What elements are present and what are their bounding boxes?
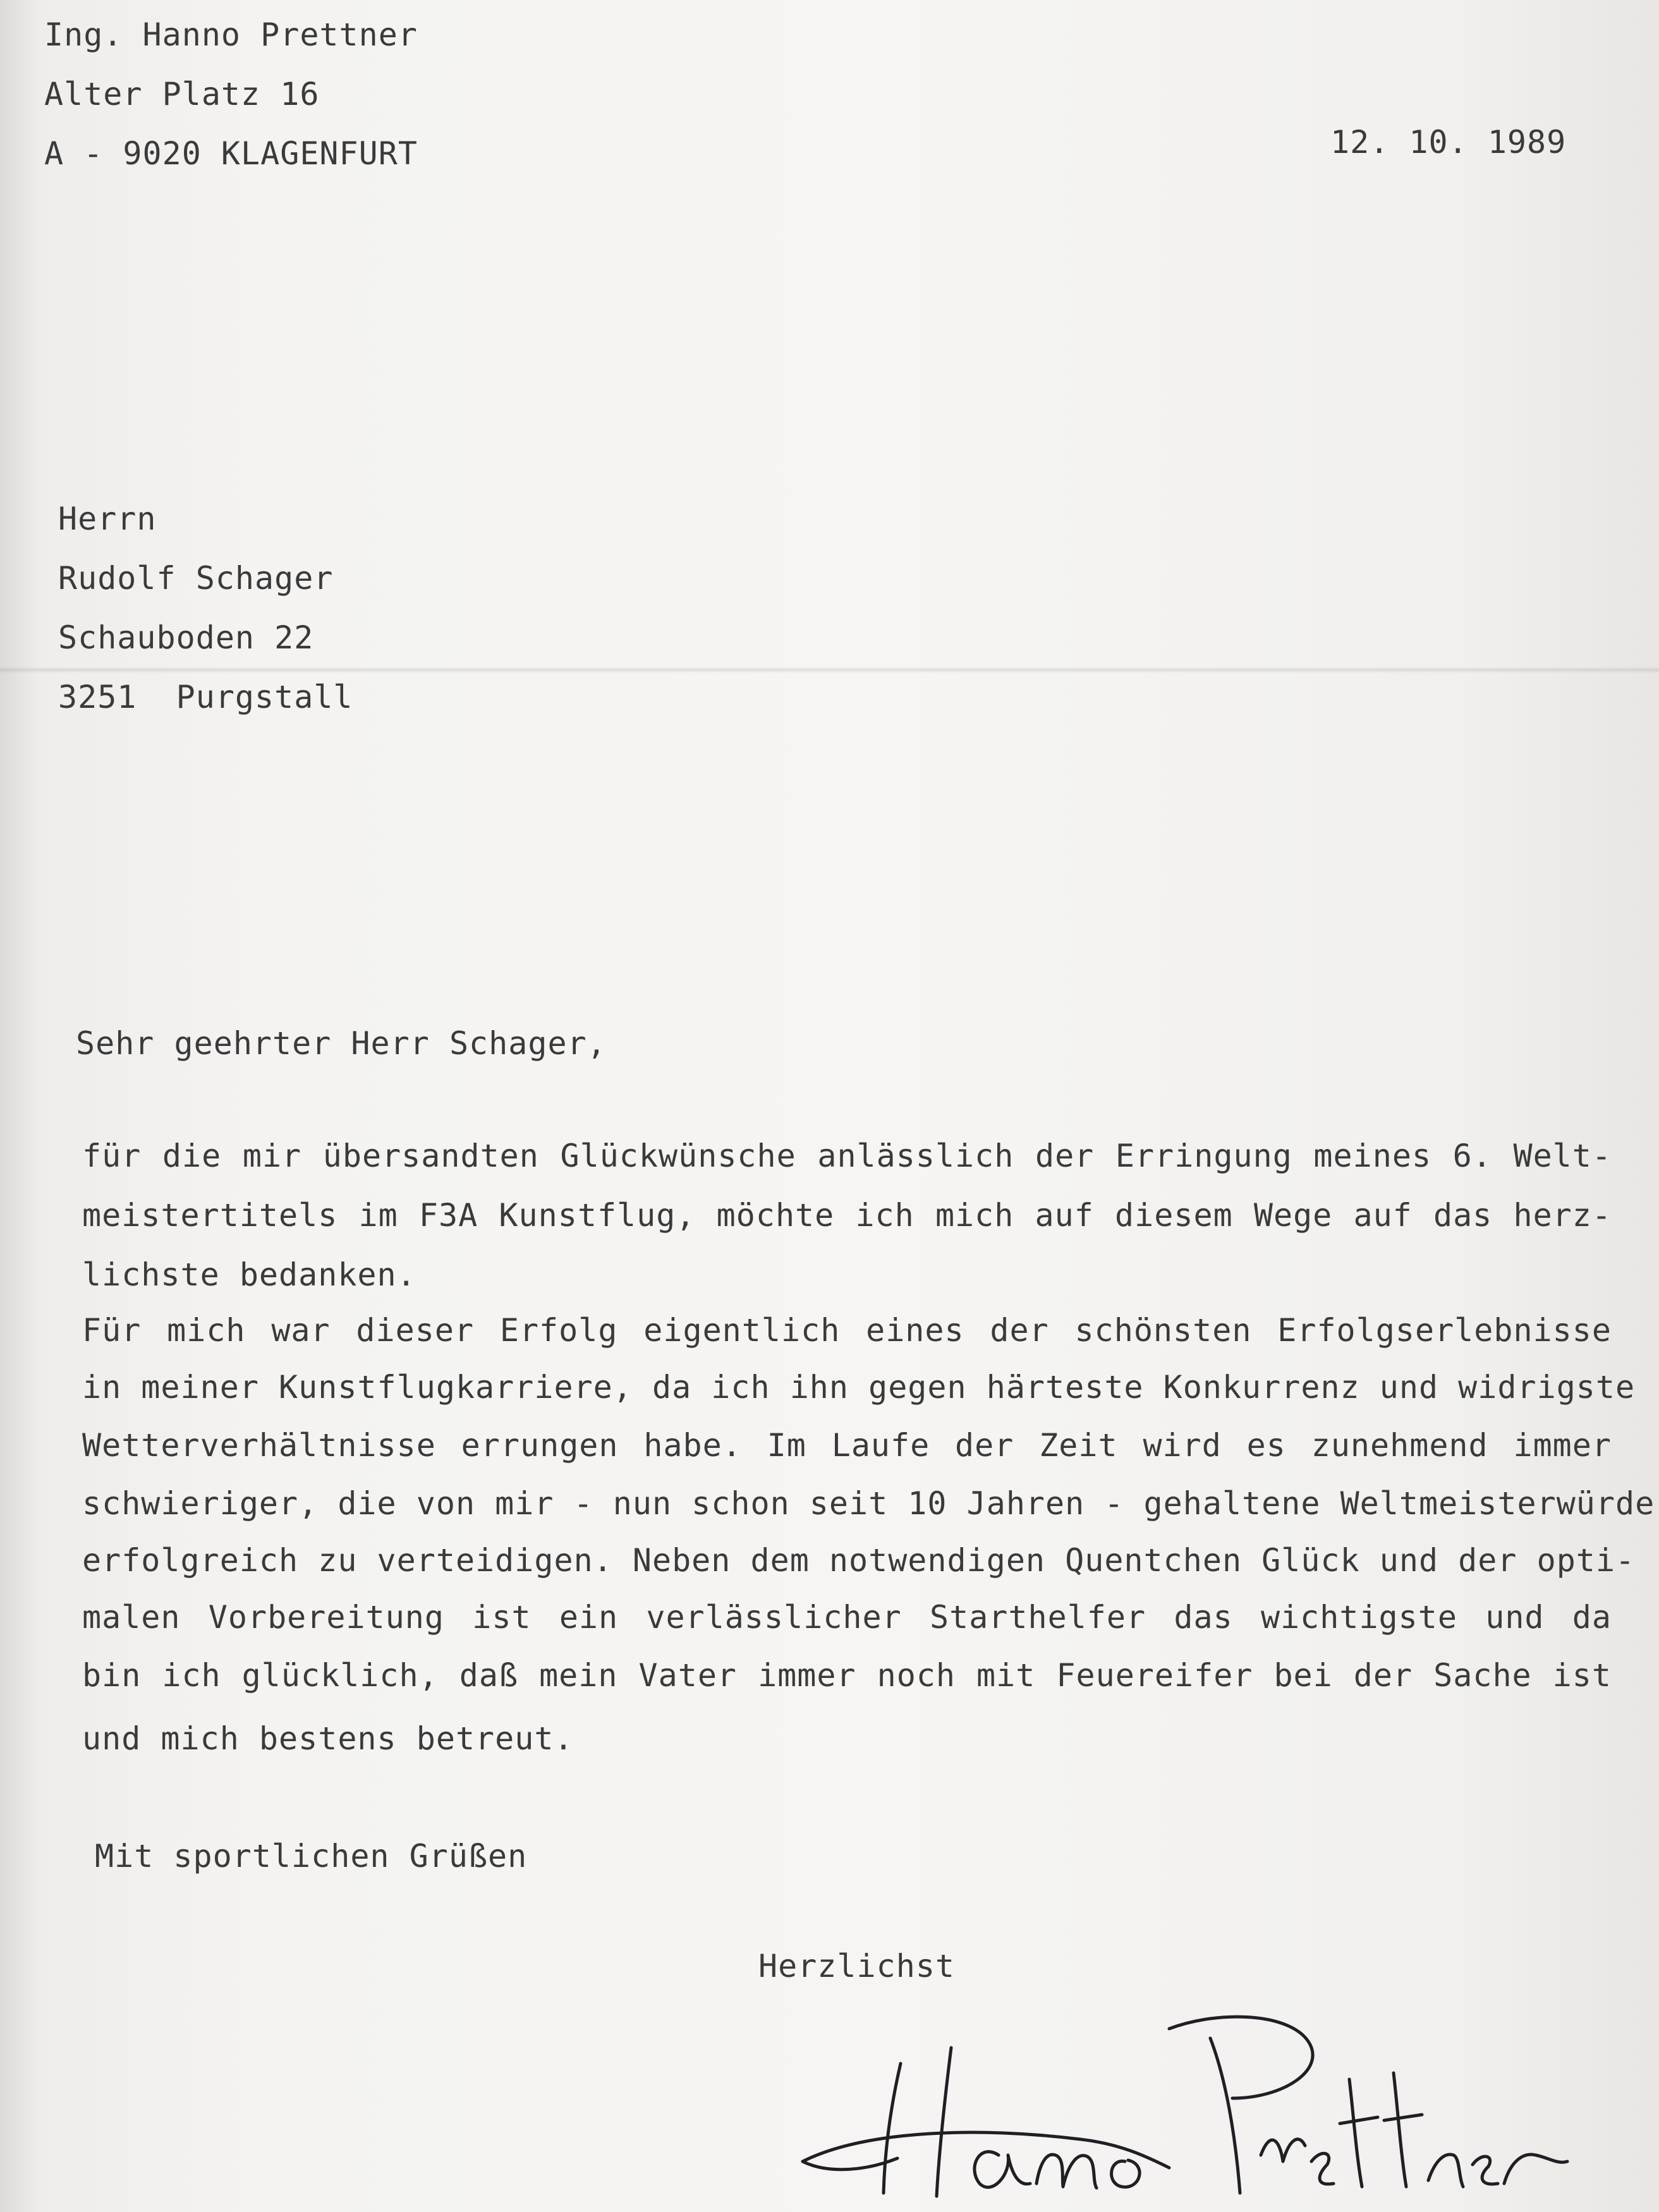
handwritten-signature (790, 2003, 1586, 2206)
recipient-salutation-line: Herrn (58, 501, 157, 537)
recipient-city: 3251 Purgstall (58, 679, 353, 715)
body-line: lichste bedanken. (82, 1256, 416, 1293)
body-line: Wetterverhältnisse errungen habe. Im Laufe der Zeit wird es zunehmend immer (82, 1427, 1612, 1464)
closing: Mit sportlichen Grüßen (95, 1838, 528, 1875)
sender-city: A - 9020 KLAGENFURT (44, 135, 418, 172)
paper-fold-crease (0, 667, 1659, 673)
sender-name: Ing. Hanno Prettner (44, 16, 418, 53)
body-line: bin ich glücklich, daß mein Vater immer noch mit Feuereifer bei der Sache ist (82, 1657, 1612, 1694)
greeting: Sehr geehrter Herr Schager, (76, 1025, 607, 1062)
sign-off: Herzlichst (758, 1948, 956, 1984)
body-line: meistertitels im F3A Kunstflug, möchte ich mich auf diesem Wege auf das herz- (82, 1197, 1612, 1234)
recipient-name: Rudolf Schager (58, 560, 334, 597)
body-line: in meiner Kunstflugkarriere, da ich ihn gegen härteste Konkurrenz und widrigste (82, 1369, 1636, 1406)
body-line: für die mir übersandten Glückwünsche anlässlich der Erringung meines 6. Welt- (82, 1138, 1612, 1174)
letter-date: 12. 10. 1989 (1330, 124, 1567, 161)
body-line: erfolgreich zu verteidigen. Neben dem notwendigen Quentchen Glück und der opti- (82, 1542, 1636, 1579)
body-line: Für mich war dieser Erfolg eigentlich eines der schönsten Erfolgserlebnisse (82, 1312, 1612, 1349)
body-line: und mich bestens betreut. (82, 1720, 574, 1757)
body-line: malen Vorbereitung ist ein verlässlicher Starthelfer das wichtigste und da (82, 1599, 1612, 1636)
sender-street: Alter Platz 16 (44, 76, 320, 112)
body-line: schwieriger, die von mir - nun schon seit 10 Jahren - gehaltene Weltmeisterwürde (82, 1485, 1655, 1522)
recipient-street: Schauboden 22 (58, 619, 314, 656)
